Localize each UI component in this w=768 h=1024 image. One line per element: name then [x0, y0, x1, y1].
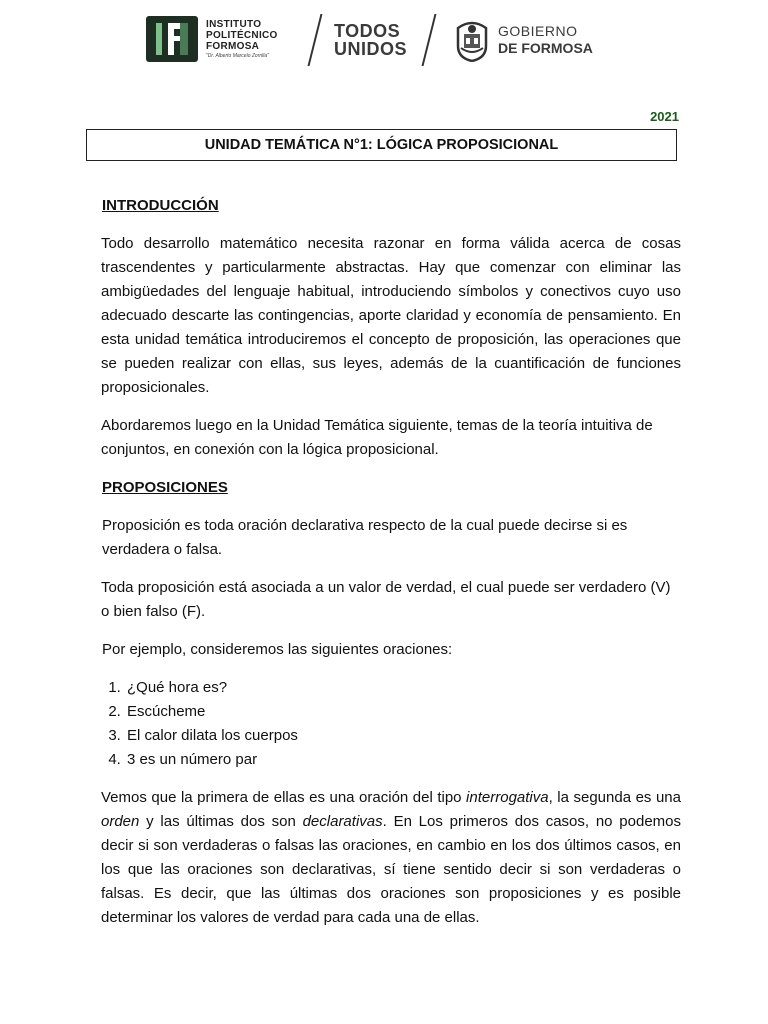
formosa-seal-icon: [452, 18, 492, 62]
list-item: 2. Escúcheme: [125, 700, 681, 724]
emphasis-interrogativa: interrogativa: [466, 789, 549, 806]
proposiciones-paragraph-3: Por ejemplo, consideremos las siguientes oraciones:: [102, 641, 453, 658]
intro-paragraph-1: Todo desarrollo matemático necesita razonar en forma válida acerca de cosas trascendentes y particularmente abstractas. Hay que comenzar con eliminar las ambigüedades del lenguaje habitual, introduciendo símbolos y conectivos cuyo uso adecuado descarte las contingencias, aporte claridad y economía de pensamiento. En esta unidad temática introduciremos el concepto de proposición, las operaciones que se pueden realizar con ellas, sus leyes, además de la cuantificación de funciones proposicionales.: [101, 235, 681, 396]
list-item: 3. El calor dilata los cuerpos: [125, 724, 681, 748]
emphasis-declarativas: declarativas: [302, 813, 383, 830]
divider-slash: [422, 14, 437, 66]
intro-paragraph-2: Abordaremos luego en la Unidad Temática siguiente, temas de la teoría intuitiva de conjuntos, en conexión con la lógica proposicional.: [101, 417, 653, 458]
proposiciones-paragraph-1: Proposición es toda oración declarativa respecto de la cual puede decirse si es verdadera o falsa.: [102, 517, 628, 558]
divider-slash: [308, 14, 323, 66]
proposiciones-paragraph-4: Vemos que la primera de ellas es una oración del tipo interrogativa, la segunda es una orden y las últimas dos son declarativas. En Los primeros dos casos, no podemos decir si son verdaderas o falsas las oraciones, en cambio en los dos últimos casos, en los que las oraciones son declarativas, sí tiene sentido decir si son verdaderas o falsas. Es decir, que las últimas dos oraciones son proposiciones y es posible determinar los valores de verdad para cada una de ellas.: [101, 789, 682, 926]
page-title: UNIDAD TEMÁTICA N°1: LÓGICA PROPOSICIONAL: [204, 137, 559, 153]
section-heading-proposiciones: PROPOSICIONES: [102, 479, 228, 496]
year-label: 2021: [650, 109, 679, 124]
proposiciones-paragraph-2: Toda proposición está asociada a un valor de verdad, el cual puede ser verdadero (V) o bien falso (F).: [101, 579, 671, 620]
emphasis-orden: orden: [101, 813, 140, 830]
examples-list: [101, 676, 681, 772]
gobierno-text: GOBIERNO DE FORMOSA: [498, 23, 593, 56]
section-heading-introduccion: INTRODUCCIÓN: [102, 197, 219, 214]
title-box: [86, 129, 677, 161]
gobierno-formosa-logo: [452, 18, 593, 62]
header-logos: [146, 12, 606, 70]
document-body: [101, 194, 681, 944]
todos-unidos-logo: TODOS UNIDOS: [334, 21, 408, 59]
ipf-logo: [146, 16, 278, 62]
list-item: 1. ¿Qué hora es?: [125, 676, 681, 700]
ipf-logo-icon: [146, 16, 198, 62]
list-item: 4. 3 es un número par: [125, 748, 681, 772]
ipf-logo-text: INSTITUTO POLITÉCNICO FORMOSA "Dr. Alberto Marcelo Zorrilla": [206, 18, 278, 59]
